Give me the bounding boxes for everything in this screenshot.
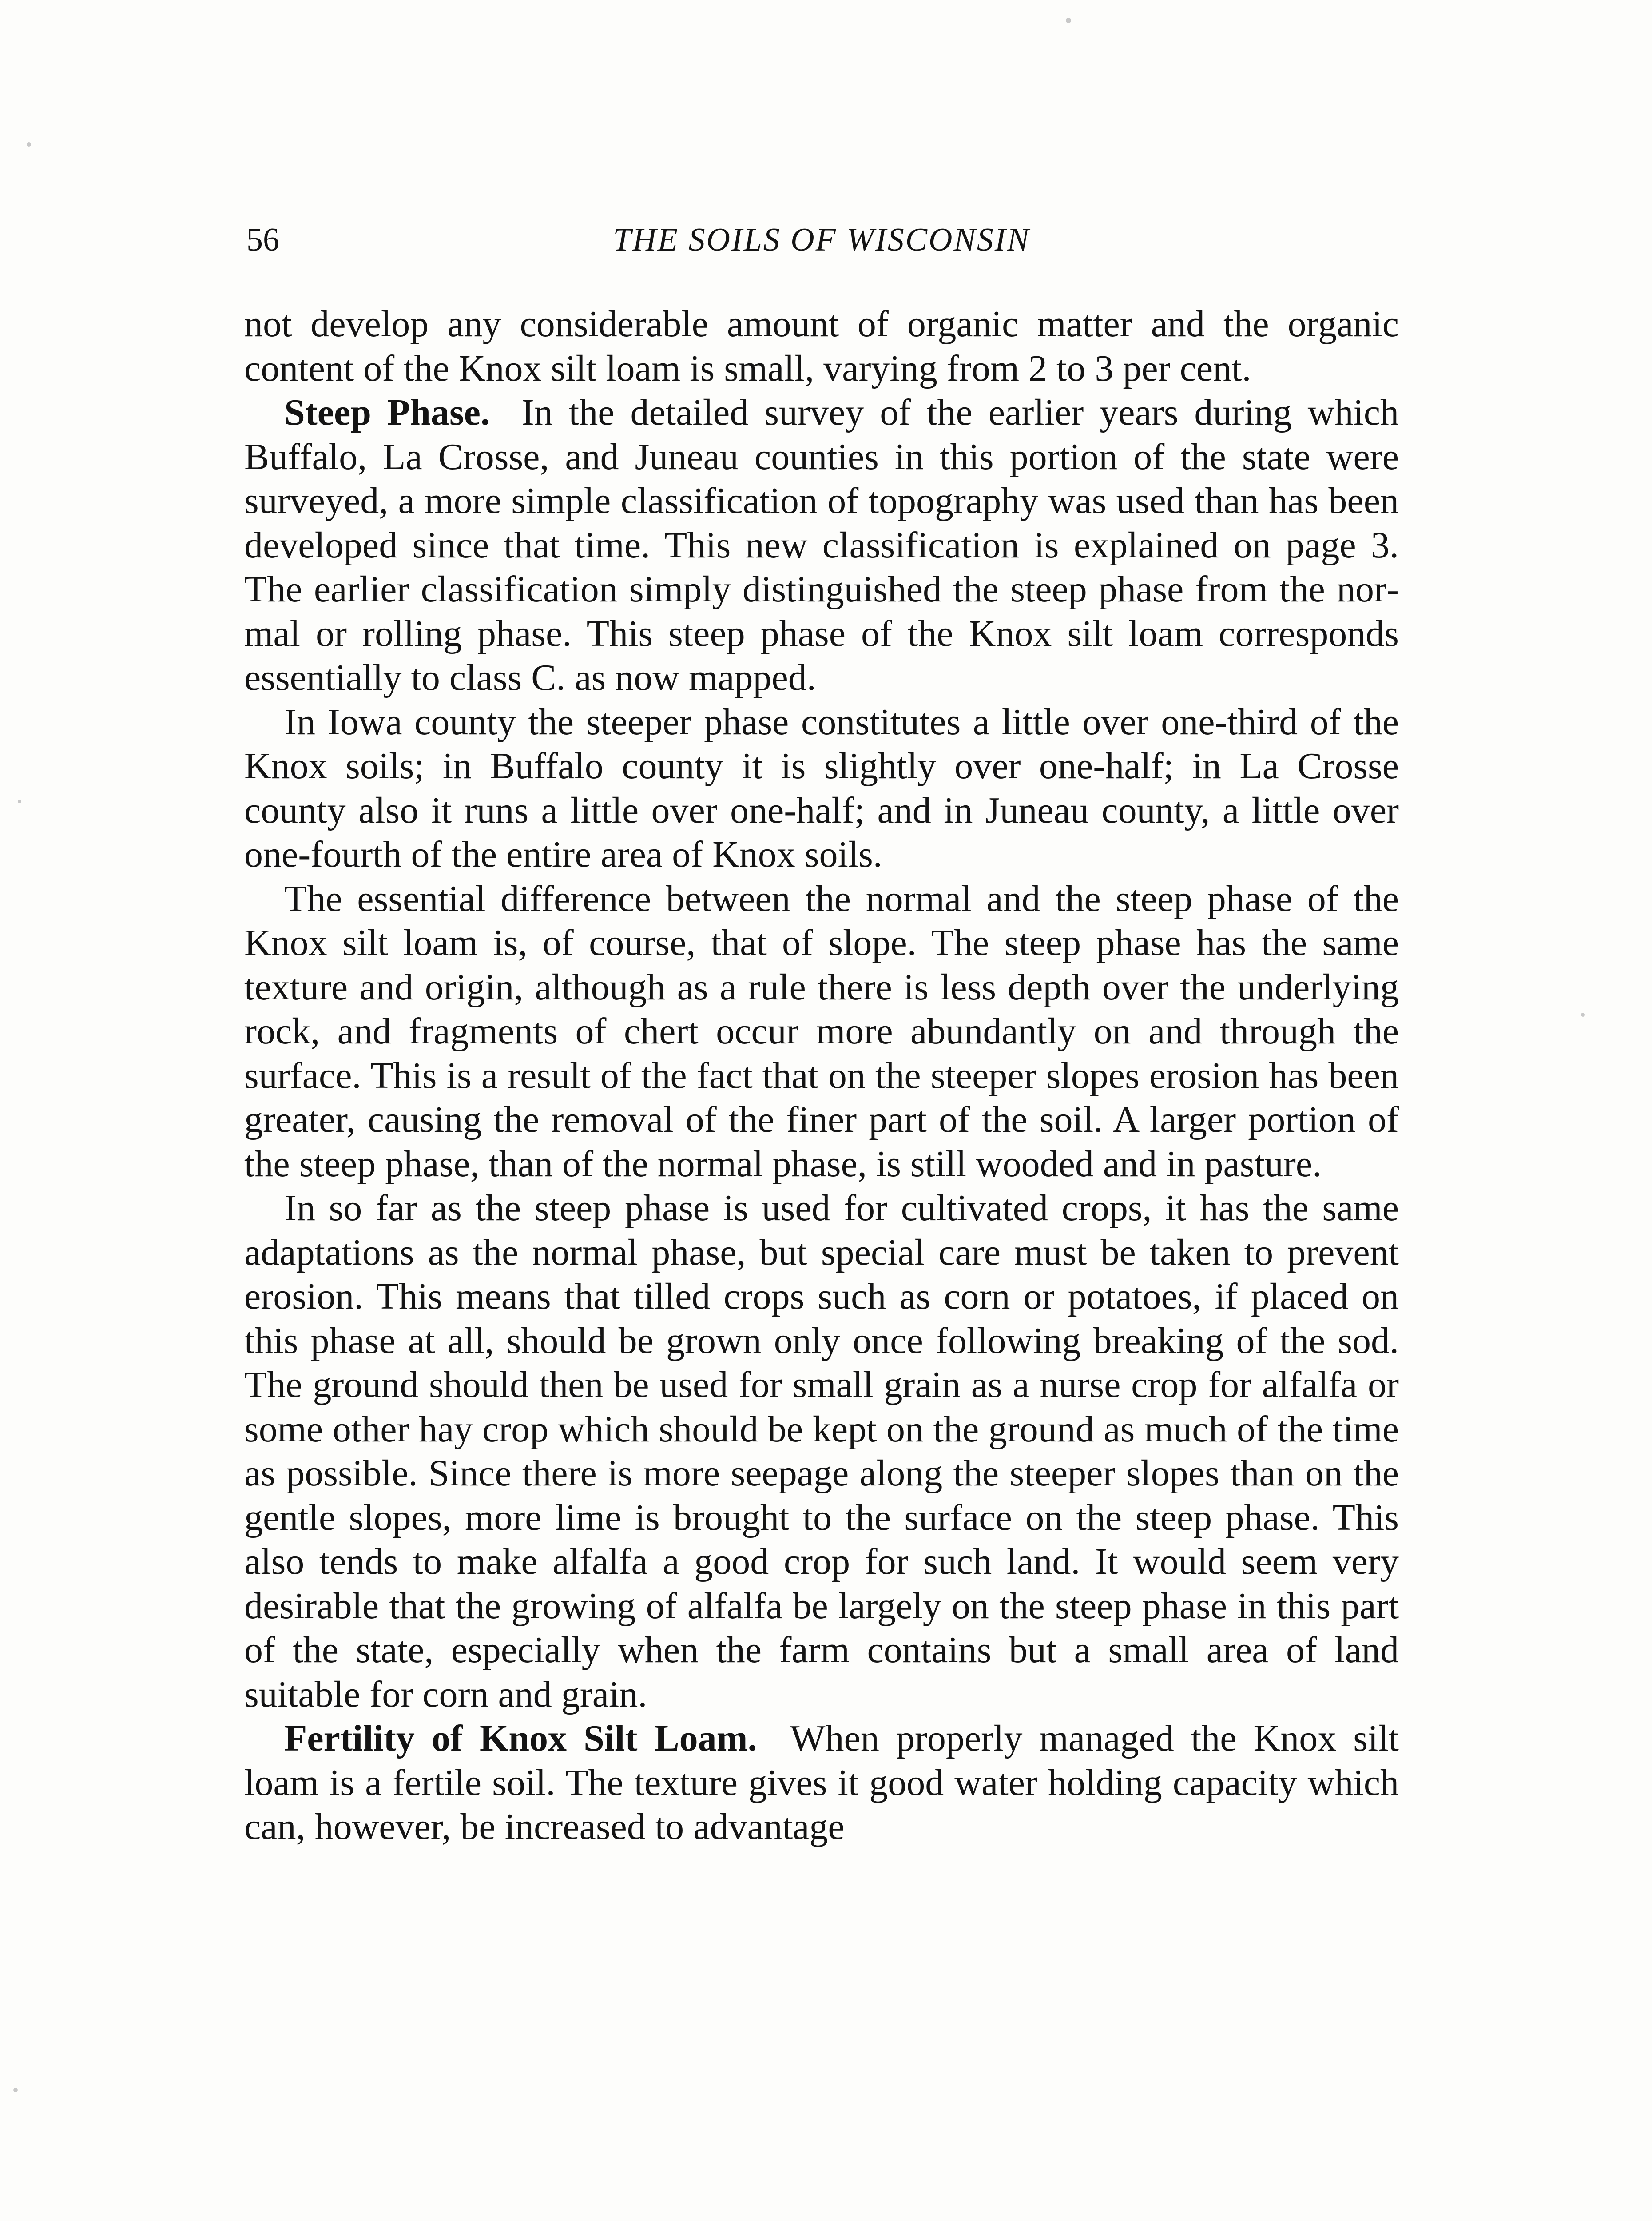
- paragraph-steep-phase: [244, 390, 1399, 700]
- section-heading-steep-phase: Steep Phase.: [284, 392, 490, 433]
- paragraph-continuation: [244, 302, 1399, 390]
- paragraph-text: not develop any considerable amount of organic matter and the organic content of the Knox silt loam is small, varying from 2 to 3 per cent.: [244, 303, 1399, 389]
- page-header: [246, 218, 1397, 271]
- running-head: THE SOILS OF WISCONSIN: [613, 222, 1030, 258]
- paragraph-text: The essential difference between the normal and the steep phase of the Knox silt loam is, of course, that of slope. The steep phase has the same texture and origin, although as a rule there is less depth over the underlying rock, and fragments of chert occur more abundantly on and through the surface. This is a result of the fact that on the steeper slopes erosion has been greater, causing the removal of the finer part of the soil. A larger portion of the steep phase, than of the normal phase, is still wooded and in pasture.: [244, 878, 1399, 1185]
- section-heading-fertility: Fertility of Knox Silt Loam.: [284, 1718, 757, 1759]
- paper-speck: [13, 2088, 18, 2092]
- paragraph-fertility: [244, 1716, 1399, 1849]
- page-number: 56: [246, 222, 279, 258]
- paragraph-essential-difference: [244, 877, 1399, 1186]
- paragraph-cultivated-crops: [244, 1186, 1399, 1716]
- paper-speck: [1581, 1013, 1585, 1017]
- paragraph-text: In the detailed survey of the earlier years during which Buffalo, La Crosse, and Juneau counties in this portion of the state were surveyed, a more simple classification of topography was used than has been developed since that time. This new classification is explained on page 3. The earlier classification simply distinguished the steep phase from the normal or rolling phase. This steep phase of the Knox silt loam corresponds essentially to class C. as now mapped.: [244, 392, 1399, 698]
- paragraph-iowa-county: [244, 700, 1399, 877]
- paragraph-text: In Iowa county the steeper phase constitutes a little over one-third of the Knox soils; in Buffalo county it is slightly over one-half; in La Crosse county also it runs a little over one-half; and in Juneau county, a little over one-fourth of the entire area of Knox soils.: [244, 701, 1399, 875]
- paper-speck: [1066, 18, 1071, 23]
- paper-speck: [18, 800, 21, 803]
- paper-speck: [27, 142, 31, 147]
- paragraph-text: In so far as the steep phase is used for cultivated crops, it has the same adaptations as the normal phase, but special care must be taken to prevent erosion. This means that tilled crops such as corn or potatoes, if placed on this phase at all, should be grown only once following breaking of the sod. The ground should then be used for small grain as a nurse crop for alfalfa or some other hay crop which should be kept on the ground as much of the time as possible. Since there is more seepage along the steeper slopes than on the gentle slopes, more lime is brought to the surface on the steep phase. This also tends to make alfalfa a good crop for such land. It would seem very desirable that the growing of alfalfa be largely on the steep phase in this part of the state, especially when the farm contains but a small area of land suitable for corn and grain.: [244, 1187, 1399, 1715]
- body-text: [244, 302, 1399, 1849]
- paragraph-text: When properly managed the Knox silt loam is a fertile soil. The texture gives it good water holding capacity which can, however, be increased to advantage: [244, 1718, 1399, 1847]
